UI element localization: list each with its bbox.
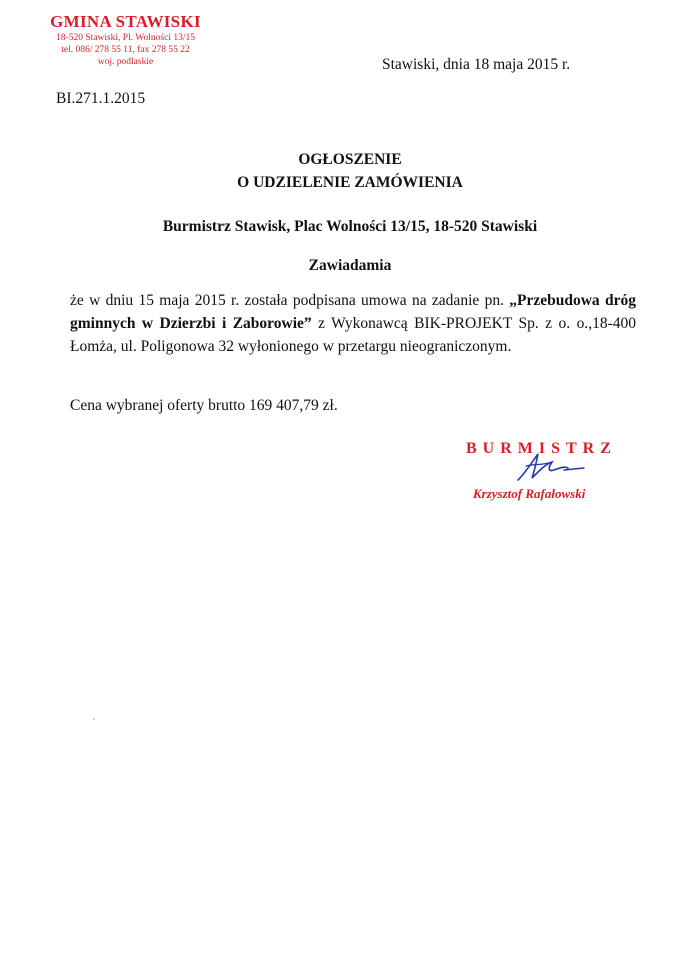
municipality-stamp <box>38 12 213 68</box>
announcement-body <box>70 289 636 358</box>
announces-heading: Zawiadamia <box>308 257 392 274</box>
place-date: Stawiski, dnia 18 maja 2015 r. <box>382 56 571 73</box>
reference-number: BI.271.1.2015 <box>56 90 146 107</box>
title-line-1: OGŁOSZENIE <box>298 151 402 168</box>
body-part-1: że w dniu 15 maja 2015 r. została podpisana umowa na zadanie pn. <box>70 292 510 309</box>
offer-price: Cena wybranej oferty brutto 169 407,79 zł. <box>70 397 338 414</box>
signatory-name: Krzysztof Rafałowski <box>473 486 586 501</box>
body-part-2: z Wykonawcą BIK-PROJEKT Sp. z o. o.,18-400 Łomża, ul. Poligonowa 32 wyłonionego w przetargu nieograniczonym. <box>70 315 636 355</box>
issuer-line: Burmistrz Stawisk, Plac Wolności 13/15, 18-520 Stawiski <box>162 218 538 235</box>
handwritten-signature <box>508 448 588 484</box>
document-title <box>0 148 700 194</box>
stamp-address: 18-520 Stawiski, Pl. Wolności 13/15 <box>56 33 195 43</box>
stamp-title: GMINA STAWISKI <box>50 12 201 31</box>
stamp-region: woj. podlaskie <box>97 57 154 67</box>
signatory-title: BURMISTRZ <box>466 440 617 457</box>
project-name: „Przebudowa dróg gminnych w Dzierzbi i Zaborowie” <box>70 292 636 332</box>
stamp-phone: tel. 086/ 278 55 11, fax 278 55 22 <box>61 45 190 55</box>
title-line-2: O UDZIELENIE ZAMÓWIENIA <box>237 174 463 191</box>
scan-speck <box>93 718 95 720</box>
